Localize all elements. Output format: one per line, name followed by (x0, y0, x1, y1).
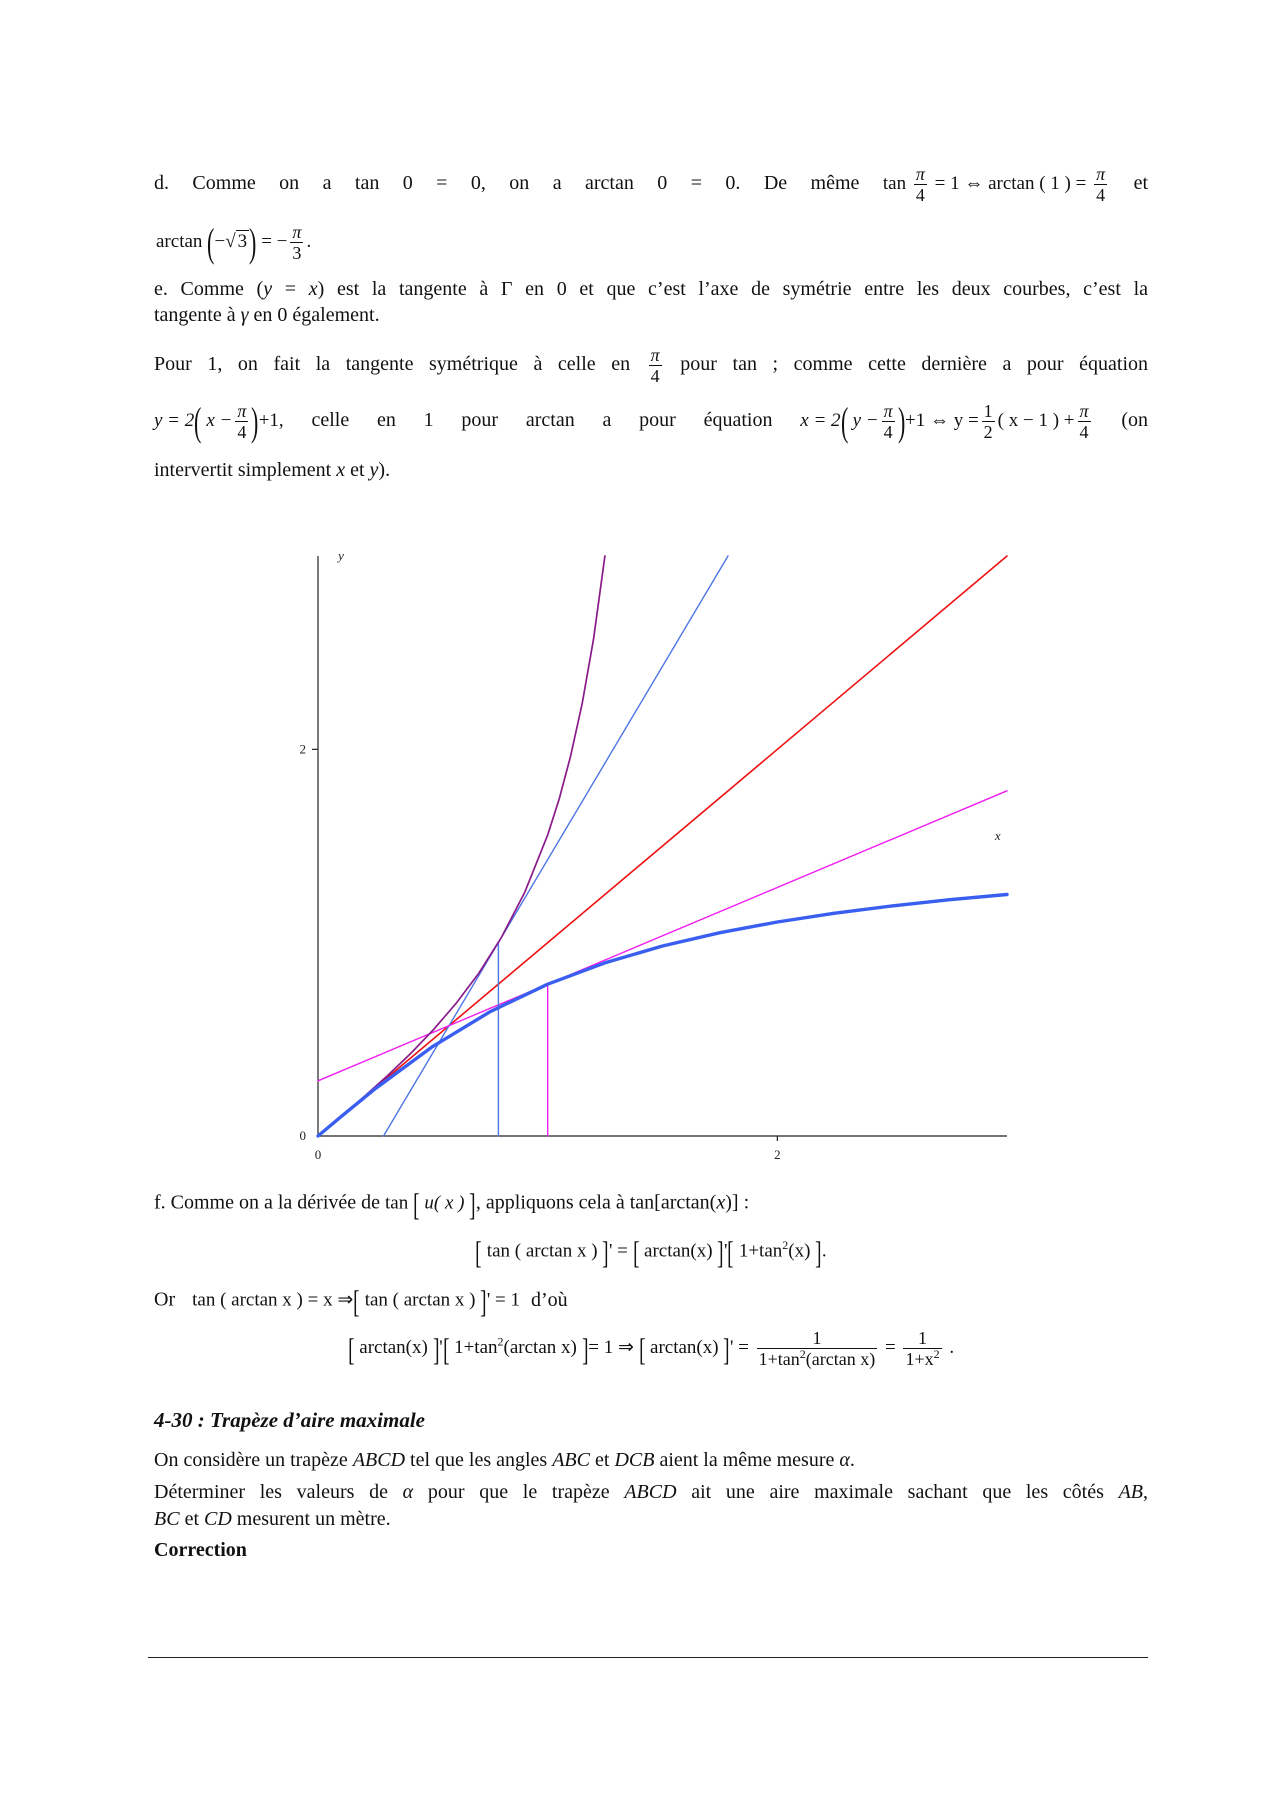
text-segment: On considère un trapèze (154, 1449, 353, 1471)
left-bracket: [ (638, 1330, 646, 1367)
math-token: ( x − 1 ) + (997, 409, 1075, 431)
fraction (290, 222, 303, 263)
left-bracket: [ (353, 1283, 360, 1319)
right-bracket: ] (480, 1283, 487, 1319)
left-bracket: [ (413, 1186, 420, 1222)
exponent: 2 (799, 1347, 806, 1361)
math-expression (192, 1285, 520, 1317)
exponent: 2 (933, 1347, 940, 1361)
fraction-numerator: π (292, 222, 302, 242)
tangent-line-tan (384, 556, 729, 1136)
math-token: y − (852, 409, 879, 431)
math-token: x = 2 (800, 409, 841, 431)
math-expression (156, 219, 312, 265)
math-token: x − (206, 409, 233, 431)
math-token: ' = 1 (486, 1289, 521, 1311)
math-token: arctan (156, 230, 203, 252)
math-token: . (949, 1336, 955, 1358)
paragraph-d-line2 (156, 219, 1150, 265)
math-token: 1+tan (454, 1336, 498, 1358)
paragraph-e-line1 (154, 276, 1148, 302)
math-token: DCB (614, 1449, 655, 1471)
left-paren: ( (207, 219, 215, 265)
right-paren: ) (897, 398, 905, 444)
right-paren: ) (251, 398, 259, 444)
math-token: arctan(x) (644, 1240, 713, 1262)
fraction-numerator: 1 (918, 1328, 928, 1348)
text-segment: ). (378, 459, 391, 481)
math-token: AB (1118, 1481, 1144, 1503)
math-token: (arctan x) (503, 1336, 577, 1358)
fraction-denominator: 4 (1078, 421, 1091, 442)
variable: y (263, 278, 273, 300)
y-tick-label: 0 (299, 1128, 306, 1143)
left-bracket: [ (727, 1234, 734, 1270)
correction-heading: Correction (154, 1539, 247, 1561)
paragraph-d-line1 (154, 164, 1148, 205)
math-expression (385, 1188, 476, 1220)
symbol-gamma-lower: γ (240, 304, 249, 326)
right-bracket: ] (432, 1330, 440, 1367)
exponent: 2 (782, 1238, 789, 1253)
text-segment: et (179, 1508, 204, 1530)
text-segment: et (345, 459, 370, 481)
text-segment: pour que le trapèze (413, 1481, 625, 1503)
fraction-numerator: π (915, 164, 925, 184)
text-segment: intervertit simplement (154, 459, 337, 481)
text-segment: celle en 1 pour arctan a pour équation (311, 409, 773, 432)
equation-derivative-tan (154, 1236, 1148, 1268)
left-bracket: [ (347, 1330, 355, 1367)
math-token: = (885, 1336, 896, 1358)
math-token: BC (154, 1508, 180, 1530)
left-bracket: [ (475, 1234, 482, 1270)
fraction (235, 401, 248, 442)
math-token: ABCD (624, 1481, 677, 1503)
fraction (982, 401, 995, 442)
text-segment: )] : (725, 1191, 750, 1214)
exercise-paragraph-2-line1 (154, 1479, 1148, 1505)
math-expression (475, 1236, 826, 1268)
exponent: 2 (497, 1334, 504, 1349)
math-token: ' (439, 1336, 443, 1358)
fraction (882, 401, 895, 442)
text-segment: e. Comme ( (154, 278, 264, 300)
math-token: = − (261, 230, 288, 252)
text-segment: tangente à (154, 304, 241, 326)
tan-curve (318, 556, 605, 1136)
exercise-paragraph-2-line2 (154, 1506, 1148, 1532)
math-token: CD (204, 1508, 232, 1530)
fraction-denominator: 4 (914, 184, 927, 205)
sqrt-argument: 3 (237, 230, 248, 252)
text-segment: d’où (531, 1288, 568, 1311)
math-token: . (306, 230, 312, 252)
math-token: arctan(x) (359, 1336, 428, 1358)
text-segment: Déterminer les valeurs de (154, 1481, 403, 1503)
math-expression (800, 398, 1093, 444)
sqrt-sign: √ (225, 230, 236, 252)
fraction-numerator: π (1079, 401, 1089, 421)
fraction-numerator: π (650, 345, 660, 365)
math-expression (348, 1328, 954, 1369)
right-bracket: ] (581, 1330, 589, 1367)
text-segment: pour tan ; comme cette dernière a pour équation (680, 353, 1149, 376)
right-bracket: ] (723, 1330, 730, 1367)
x-tick-label: 2 (774, 1147, 781, 1162)
math-token: ABCD (352, 1449, 406, 1471)
text-segment: ait une aire maximale sachant que les côtés (676, 1481, 1119, 1503)
fraction-denominator: 4 (235, 421, 248, 442)
left-paren: ( (194, 398, 202, 444)
math-token: u( x ) (424, 1192, 465, 1214)
fraction (649, 345, 662, 386)
math-token: − (214, 230, 226, 252)
math-token: 1+tan (738, 1240, 783, 1262)
math-token: tan ( arctan x ) = x ⇒ (192, 1289, 354, 1311)
text-segment: tel que les angles (405, 1449, 553, 1471)
y-axis-label: y (338, 548, 344, 563)
symbol-gamma-upper: Γ (500, 278, 513, 300)
math-token: y = 2 (154, 409, 195, 431)
function-plot (270, 530, 1040, 1190)
footer-divider (148, 1657, 1148, 1658)
paragraph-e-line5 (154, 457, 1148, 483)
math-token: tan (385, 1192, 409, 1214)
fraction-denominator: 2 (983, 422, 993, 442)
math-token: ABC (552, 1449, 590, 1471)
x-axis-label: x (994, 828, 1001, 844)
fraction (1078, 401, 1091, 442)
variable: x (716, 1191, 726, 1214)
math-token: tan ( arctan x ) (486, 1240, 598, 1262)
x-tick-label: 0 (314, 1147, 322, 1162)
math-token: = 1 ⇔ arctan ( 1 ) = (934, 172, 1087, 194)
math-token: . (821, 1240, 827, 1262)
math-token: ' = (608, 1240, 628, 1262)
paragraph-e-line2 (154, 302, 1148, 328)
right-bracket: ] (815, 1234, 822, 1270)
right-bracket: ] (469, 1186, 476, 1222)
text-segment: , appliquons cela à tan[arctan( (475, 1191, 717, 1214)
fraction (914, 164, 927, 205)
fraction-numerator: π (883, 401, 893, 421)
math-expression (154, 398, 284, 444)
fraction-denominator: 4 (882, 421, 895, 442)
text-segment: en 0 également. (248, 304, 380, 326)
left-bracket: [ (442, 1330, 450, 1367)
fraction-numerator: 1 (983, 401, 993, 421)
fraction-numerator: π (237, 401, 247, 421)
symbol-alpha: α (402, 1481, 414, 1503)
math-token: tan (882, 172, 907, 194)
right-bracket: ] (602, 1234, 609, 1270)
fraction (903, 1328, 941, 1369)
text-segment: d. Comme on a tan 0 = 0, on a arctan 0 = 0. De même (154, 172, 860, 195)
variable: x (308, 278, 318, 300)
text-segment: Or (154, 1288, 176, 1311)
math-token: +1 ⇔ y = (904, 409, 979, 431)
math-token: 1+x (905, 1349, 934, 1369)
math-token: 1+tan (758, 1349, 800, 1369)
math-token: arctan(x) (650, 1336, 719, 1358)
paragraph-e-line3 (154, 345, 1148, 386)
fraction-denominator (903, 1348, 941, 1369)
math-token: = 1 ⇒ (588, 1336, 634, 1358)
math-token: (arctan x) (805, 1349, 876, 1369)
text-segment: aient la même mesure (654, 1449, 840, 1471)
left-paren: ( (840, 398, 848, 444)
arctan-curve (318, 895, 1007, 1137)
left-bracket: [ (632, 1234, 640, 1270)
fraction-denominator (757, 1348, 878, 1369)
variable: y (369, 459, 379, 481)
math-token: +1, (258, 409, 284, 431)
fraction-denominator: 4 (649, 365, 662, 386)
exercise-paragraph-1 (154, 1447, 1148, 1473)
text-segment: ) est la tangente à (317, 278, 501, 300)
paragraph-f-or-line (154, 1285, 1148, 1317)
exercise-title: 4-30 : Trapèze d’aire maximale (154, 1408, 426, 1432)
fraction (757, 1328, 878, 1369)
text-segment: f. Comme on a la dérivée de (154, 1191, 381, 1214)
fraction-denominator: 3 (290, 242, 303, 263)
text-segment: Pour 1, on fait la tangente symétrique à celle en (154, 353, 631, 376)
equation-derivative-arctan (154, 1328, 1148, 1369)
math-token: (x) (788, 1240, 811, 1262)
y-tick-label: 2 (299, 741, 306, 757)
text-segment: et (1133, 172, 1148, 195)
text-segment: , (1143, 1481, 1149, 1503)
right-paren: ) (249, 219, 257, 265)
text-segment: . (849, 1449, 855, 1471)
variable: x (336, 459, 346, 481)
text-segment: en 0 et que c’est l’axe de symétrie entre les deux courbes, c’est la (512, 278, 1148, 300)
fraction-numerator: 1 (812, 1328, 822, 1348)
fraction (1094, 164, 1107, 205)
tangent-line-arctan (318, 791, 1007, 1081)
paragraph-e-line4 (154, 398, 1148, 444)
math-token: tan ( arctan x ) (364, 1289, 476, 1311)
paragraph-f-line1 (154, 1188, 1148, 1220)
math-token: ' (724, 1240, 728, 1262)
symbol-alpha: α (839, 1449, 850, 1471)
text-segment: mesurent un mètre. (231, 1508, 391, 1530)
fraction-numerator: π (1096, 164, 1106, 184)
fraction-denominator: 4 (1094, 184, 1107, 205)
text-segment: (on (1121, 409, 1148, 432)
right-bracket: ] (717, 1234, 724, 1270)
identity-line (318, 556, 1007, 1136)
text-segment: et (590, 1449, 615, 1471)
math-expression (883, 164, 1110, 205)
text-segment: = (272, 278, 309, 300)
math-token: ' = (730, 1336, 749, 1358)
